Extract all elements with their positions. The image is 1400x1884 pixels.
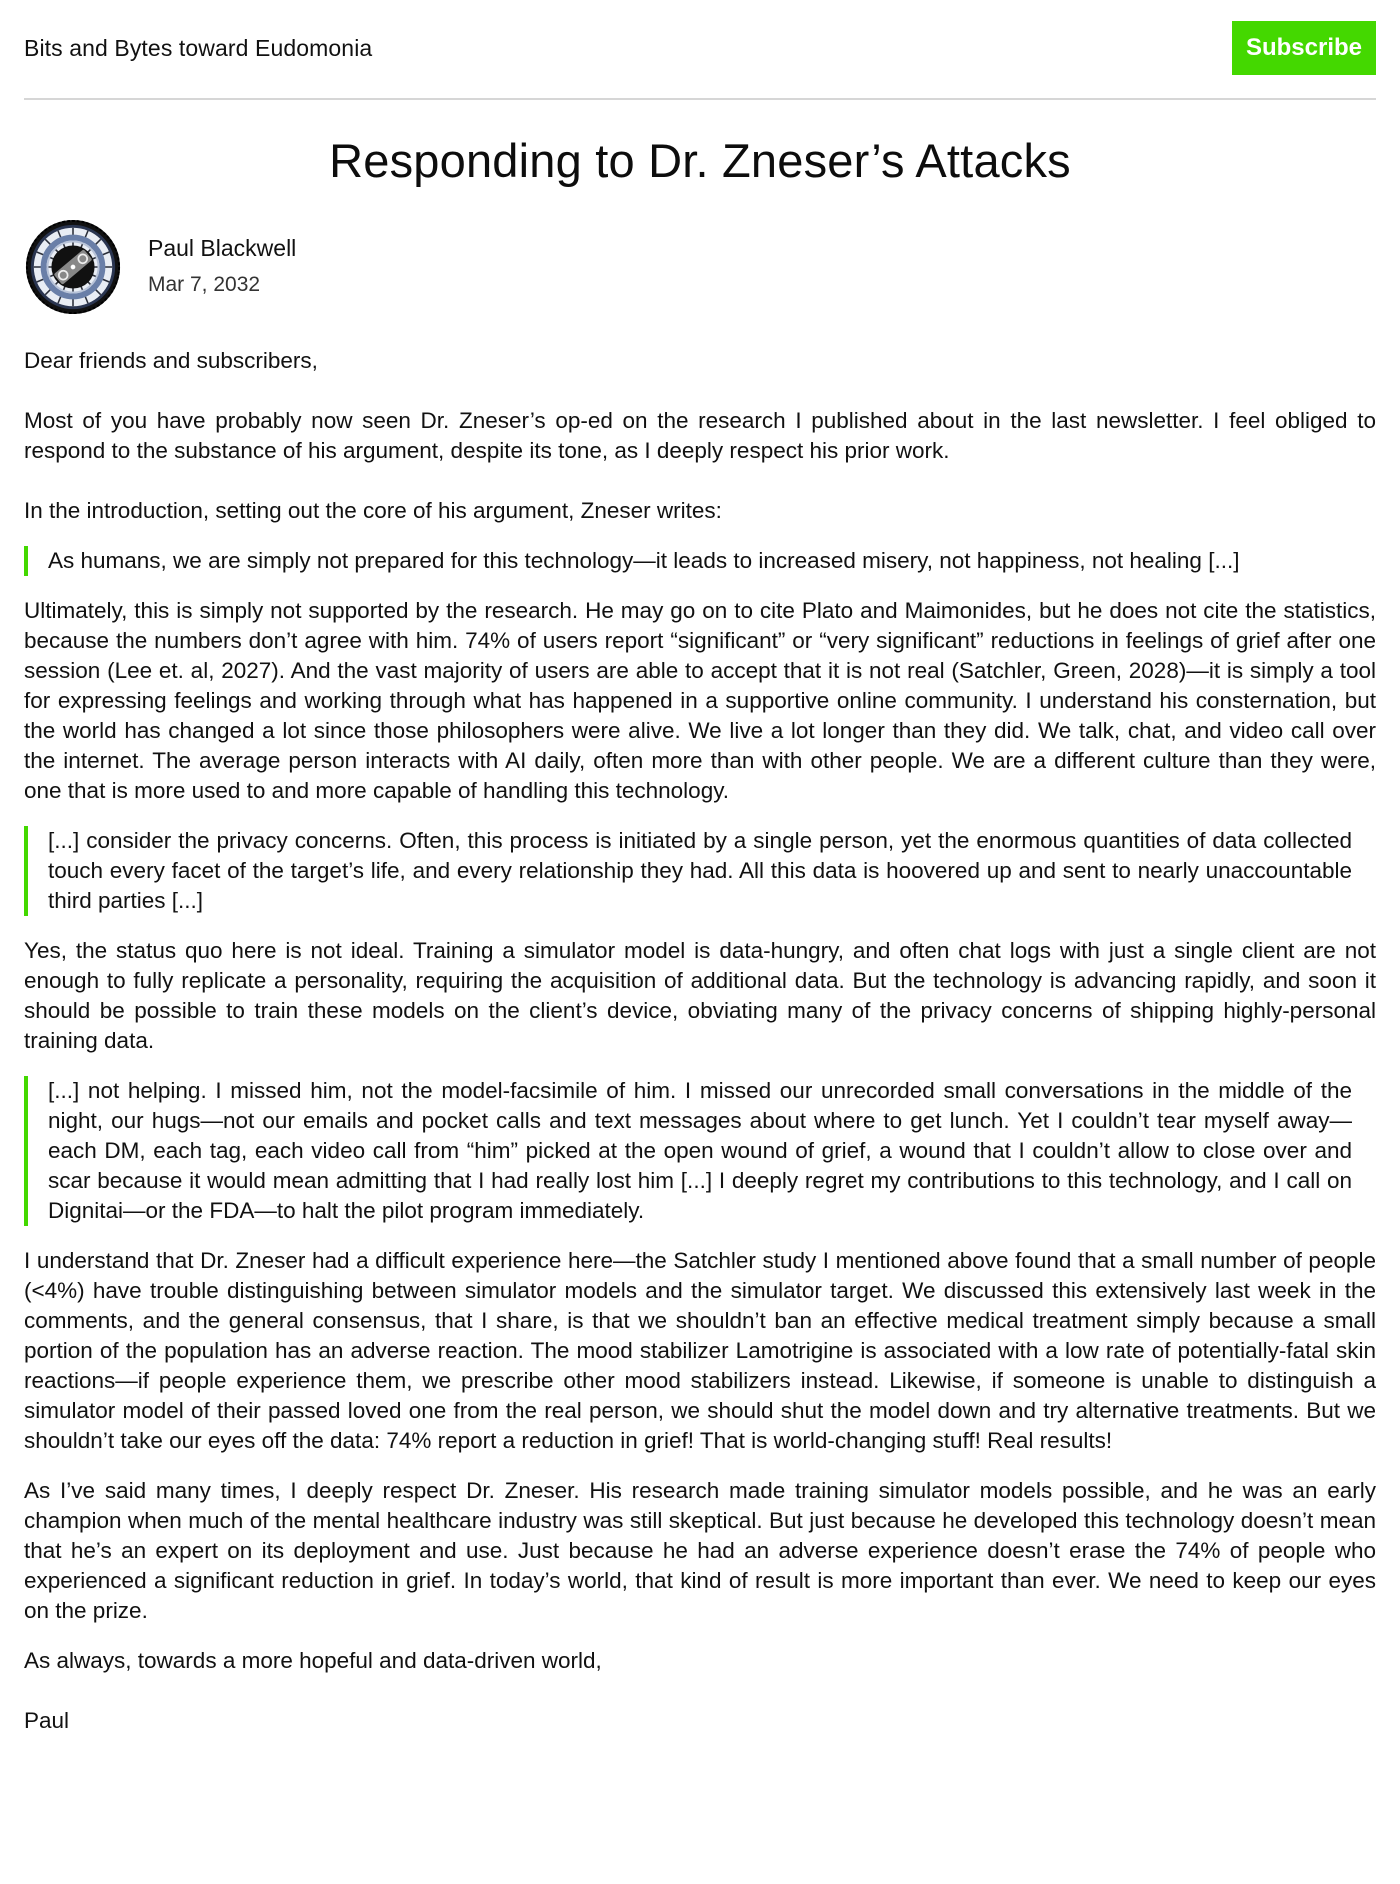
greeting: Dear friends and subscribers, [24,348,318,373]
post [24,134,1376,1736]
paragraph-intro: Most of you have probably now seen Dr. Zneser’s op-ed on the research I published about in the last newsletter. I feel obliged to respond to the substance of his argument, despite its tone, as I deeply respect his prior work. [24,408,1376,463]
paragraph-adverse-experience: I understand that Dr. Zneser had a difficult experience here—the Satchler study I mentioned above found that a small number of people (<4%) have trouble distinguishing between simulator models and the simulator target. We discussed this extensively last week in the comments, and the general consensus, that I share, is that we shouldn’t ban an effective medical treatment simply because a small portion of the population has an adverse reaction. The mood stabilizer Lamotrigine is associated with a low rate of potentially-fatal skin reactions—if people experience them, we prescribe other mood stabilizers instead. Likewise, if someone is unable to distinguish a simulator model of their passed loved one from the real person, we should shut the model down and try alternative treatments. But we shouldn’t take our eyes off the data: 74% report a reduction in grief! That is world-changing stuff! Real results! [24,1248,1376,1453]
paragraph-privacy-rebuttal: Yes, the status quo here is not ideal. Training a simulator model is data-hungry, and often chat logs with just a single client are not enough to fully replicate a personality, requiring the acquisition of additional data. But the technology is advancing rapidly, and soon it should be possible to train these models on the client’s device, obviating many of the privacy concerns of shipping highly-personal training data. [24,938,1376,1053]
subscribe-button[interactable]: Subscribe [1232,21,1376,75]
signature: Paul [24,1708,70,1733]
author-name[interactable]: Paul Blackwell [148,235,297,261]
byline [24,218,1376,316]
site-header [24,0,1376,100]
post-date: Mar 7, 2032 [148,273,261,296]
avatar[interactable] [24,218,122,316]
byline-meta [148,234,296,298]
site-title[interactable]: Bits and Bytes toward Eudomonia [24,34,373,61]
blockquote-2: [...] consider the privacy concerns. Often, this process is initiated by a single person, yet the enormous quantities of data collected touch every facet of the target’s life, and every relationship they had. All this data is hoovered up and sent to nearly unaccountable third parties [...] [24,826,1376,916]
paragraph-respect: As I’ve said many times, I deeply respect Dr. Zneser. His research made training simulator models possible, and he was an early champion when much of the mental healthcare industry was still skeptical. But just because he developed this technology doesn’t mean that he’s an expert on its deployment and use. Just because he had an adverse experience doesn’t erase the 74% of people who experienced a significant reduction in grief. In today’s world, that kind of result is more important than ever. We need to keep our eyes on the prize. [24,1478,1376,1623]
post-body [24,346,1376,1736]
post-title: Responding to Dr. Zneser’s Attacks [329,134,1071,187]
paragraph-quote-lead: In the introduction, setting out the core of his argument, Zneser writes: [24,498,722,523]
paragraph-research-rebuttal: Ultimately, this is simply not supported by the research. He may go on to cite Plato and Maimonides, but he does not cite the statistics, because the numbers don’t agree with him. 74% of users report “significant” or “very significant” reductions in feelings of grief after one session (Lee et. al, 2027). And the vast majority of users are able to accept that it is not real (Satchler, Green, 2028)—it is simply a tool for expressing feelings and working through what has happened in a supportive online community. I understand his consternation, but the world has changed a lot since those philosophers were alive. We live a lot longer than they did. We talk, chat, and video call over the internet. The average person interacts with AI daily, often more than with other people. We are a different culture than they were, one that is more used to and more capable of handling this technology. [24,598,1376,803]
blockquote-3: [...] not helping. I missed him, not the model-facsimile of him. I missed our unrecorded small conversations in the middle of the night, our hugs—not our emails and pocket calls and text messages about where to get lunch. Yet I couldn’t tear myself away—each DM, each tag, each video call from “him” picked at the open wound of grief, a wound that I couldn’t allow to close over and scar because it would mean admitting that I had really lost him [...] I deeply regret my contributions to this technology, and I call on Dignitai—or the FDA—to halt the pilot program immediately. [24,1076,1376,1226]
blockquote-1: As humans, we are simply not prepared for this technology—it leads to increased misery, not happiness, not healing [...] [24,546,1376,576]
circular-dial-avatar-icon [24,218,122,316]
closing-line: As always, towards a more hopeful and data-driven world, [24,1648,602,1673]
